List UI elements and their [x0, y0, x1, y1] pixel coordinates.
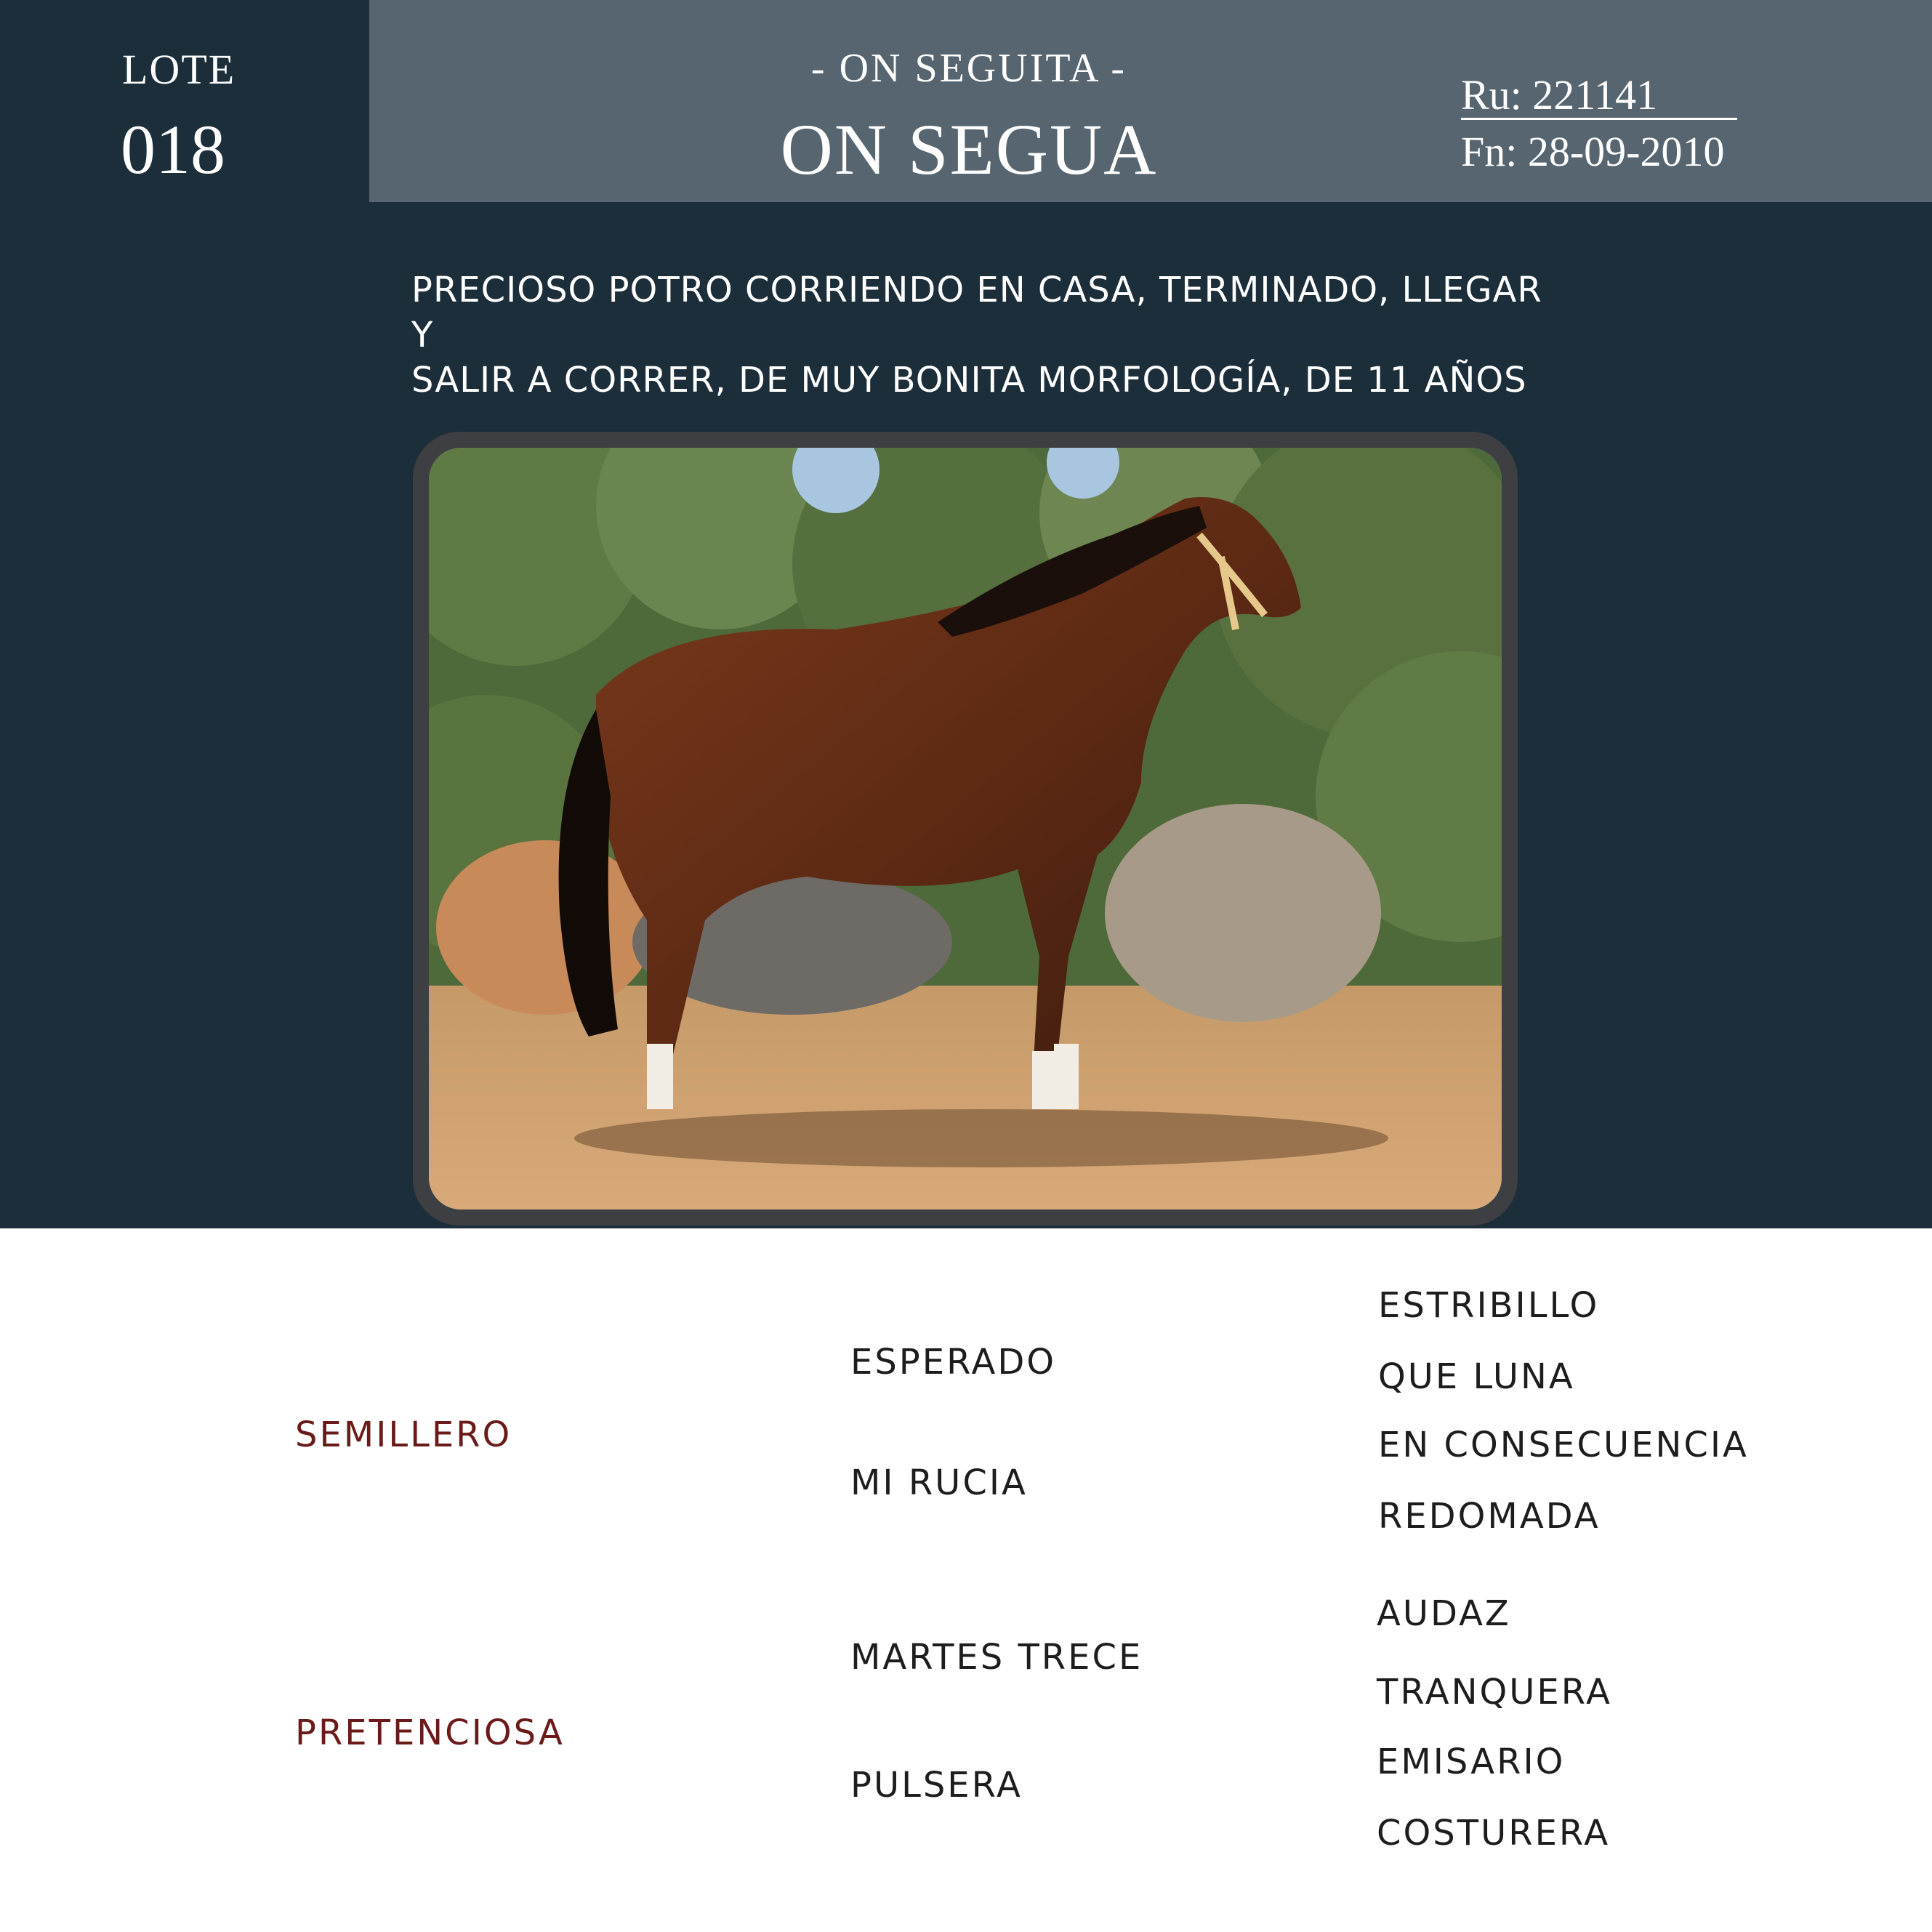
horse-photo	[413, 432, 1518, 1225]
horse-name: ON SEGUA	[780, 109, 1158, 190]
description-line-1: PRECIOSO POTRO CORRIENDO EN CASA, TERMINADO, LLEGAR Y	[411, 270, 1542, 355]
pedigree-great-grandparent: ESTRIBILLO	[1378, 1285, 1600, 1326]
sire-line: - ON SEGUITA -	[810, 46, 1127, 91]
pedigree-dam: PRETENCIOSA	[295, 1712, 565, 1753]
lote-number: 018	[121, 110, 225, 188]
pedigree-great-grandparent: REDOMADA	[1378, 1496, 1601, 1537]
pedigree-grandparent: MI RUCIA	[850, 1462, 1028, 1503]
pedigree-great-grandparent: AUDAZ	[1377, 1593, 1511, 1634]
pedigree-grandparent: ESPERADO	[850, 1342, 1057, 1382]
horse-photo-illustration	[429, 448, 1502, 1209]
pedigree-great-grandparent: COSTURERA	[1377, 1813, 1611, 1853]
pedigree-great-grandparent: EN CONSECUENCIA	[1378, 1425, 1749, 1465]
pedigree-great-grandparent: QUE LUNA	[1378, 1356, 1575, 1397]
description	[411, 267, 1574, 403]
pedigree-sire: SEMILLERO	[295, 1414, 512, 1455]
pedigree-great-grandparent: EMISARIO	[1377, 1742, 1566, 1782]
birth-date: Fn: 28-09-2010	[1461, 128, 1725, 175]
lote-label: LOTE	[122, 46, 236, 93]
pedigree-grandparent: MARTES TRECE	[850, 1637, 1143, 1678]
pedigree-great-grandparent: TRANQUERA	[1377, 1672, 1612, 1712]
pedigree-grandparent: PULSERA	[850, 1765, 1023, 1806]
registration-number: Ru: 221141	[1461, 73, 1737, 120]
description-line-2: SALIR A CORRER, DE MUY BONITA MORFOLOGÍA, DE 11 AÑOS	[411, 360, 1527, 401]
